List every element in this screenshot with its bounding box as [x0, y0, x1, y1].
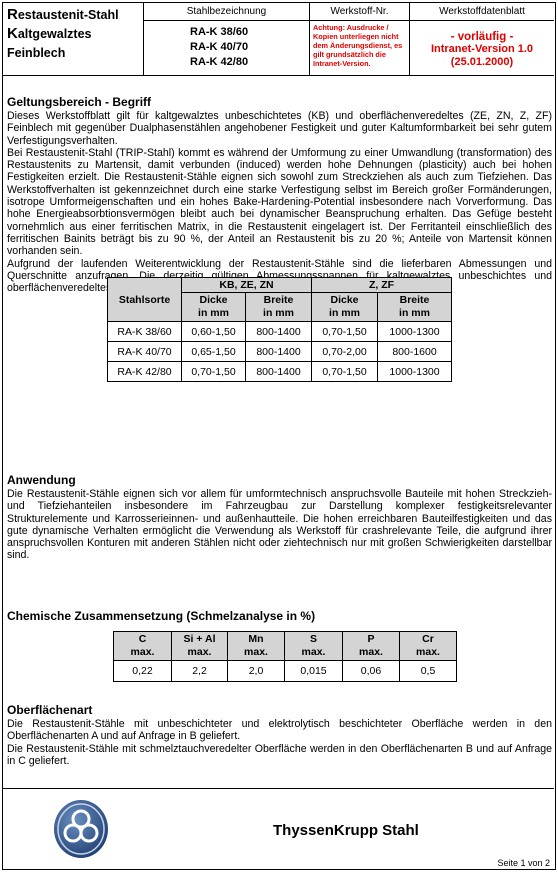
copy-warning: Achtung: Ausdrucke / Kopien unterliegen nicht dem Änderungsdienst, es gilt grundsätzlich die Intranet-Version.: [313, 23, 403, 68]
grade: RA-K 42/80: [190, 56, 249, 68]
title-initial: K: [7, 25, 18, 42]
column-header: Cr max.: [400, 632, 457, 661]
steel-designation-cell: [144, 3, 310, 75]
designation-label: Stahlbezeichnung: [144, 3, 309, 21]
datasheet-page: [2, 2, 556, 870]
version-date: (25.01.2000): [450, 56, 514, 68]
paragraph: Aufgrund der laufenden Weiterentwicklung der Restaustenit-Stähle sind die lieferbaren Abmessungen und Querschnitte anzufragen. Die derzeitig gültigen Abmessungsspannen für kaltgewalztes unbeschichtes und oberflächenveredeltes Feinblech sind:: [7, 257, 552, 295]
title-initial: R: [7, 6, 18, 23]
grade: RA-K 38/60: [190, 26, 249, 38]
column-header: Breite in mm: [246, 293, 312, 322]
column-header: Stahlsorte: [108, 278, 182, 322]
title-line3: Feinblech: [7, 46, 66, 60]
title-rest: altgewalztes: [17, 27, 92, 41]
chemistry-table: [113, 631, 457, 682]
paragraph: Dieses Werkstoffblatt gilt für kaltgewalztes unbeschichtetes (KB) und oberflächenveredeltes (ZE, ZN, Z, ZF) Feinblech mit gegenüber Dualphasenstählen angehobener Festigkeit und guter Kaltumformbarkeit bei sehr gutem Verfestigungsverhalten.: [7, 110, 552, 147]
page-number: Seite 1 von 2: [497, 858, 550, 868]
company-name: ThyssenKrupp Stahl: [273, 822, 419, 839]
material-label: Werkstoff-Nr.: [310, 3, 409, 21]
application-section: [7, 473, 552, 562]
table-row: 0,22 2,2 2,0 0,015 0,06 0,5: [114, 661, 457, 682]
header: [3, 3, 554, 76]
section-title: Oberflächenart: [7, 703, 93, 717]
dimensions-table: [107, 277, 452, 382]
column-group-header: Z, ZF: [312, 278, 452, 293]
paragraph: Die Restaustenit-Stähle mit schmelztauchveredelter Oberfläche werden in den Oberflächenarten B und auf Anfrage in C geliefert.: [7, 742, 552, 767]
intranet-version: Intranet-Version 1.0: [430, 43, 534, 55]
content: [7, 95, 552, 294]
surface-section: [7, 703, 552, 767]
column-header: Dicke in mm: [312, 293, 378, 322]
column-header: P max.: [343, 632, 400, 661]
paragraph: Die Restaustenit-Stähle mit unbeschichteter und elektrolytisch beschichteter Oberfläche werden in den Oberflächenarten A und auf Anfrage in B geliefert.: [7, 718, 552, 743]
datasheet-label: Werkstoffdatenblatt: [410, 3, 554, 21]
section-title: Chemische Zusammensetzung (Schmelzanalyse in %): [7, 609, 316, 623]
product-title: [3, 3, 144, 75]
column-header: Dicke in mm: [182, 293, 246, 322]
section-title: Geltungsbereich - Begriff: [7, 95, 152, 109]
grade: RA-K 40/70: [190, 41, 249, 53]
paragraph: Bei Restaustenit-Stahl (TRIP-Stahl) kommt es während der Umformung zu einer Umwandlung (transformation) des Restaustenits zu Martensit, damit verbunden (induced) werden hohe Dehnungen (plasticity) auch bei hohen Festigkeiten erzielt. Die Restaustenit-Stähle eignen sich sowohl zum Streckziehen als auch zum Tiefziehen. Das Werkstoffverhalten ist gekennzeichnet durch eine starke Verfestigung selbst im Bereich großer Formänderungen, isotrope Umformeigenschaften und ein hohes Bake-Hardening-Potential insbesondere nach Vorverformung. Das hohe Energieabsorbtionsvermögen bleibt auch bei dynamischer Beanspruchung erhalten. Das Gefüge besteht vornehmlich aus einer ferritischen Matrix, in die Restaustenit eingelagert ist. Der Ferritanteil einschließlich des ferritischen Bainits beträgt bis zu 90 %, der Anteil an Restaustenit bis zu 20 %; Anteile von Martensit können vorhanden sein.: [7, 146, 552, 258]
footer: [3, 788, 554, 870]
provisional-note: - vorläufig -: [450, 31, 514, 43]
datasheet-cell: [410, 3, 554, 75]
column-header: Si + Al max.: [172, 632, 228, 661]
thyssenkrupp-logo-icon: [53, 799, 109, 859]
grade-list: [144, 21, 309, 70]
chemistry-section-title: [7, 609, 552, 624]
column-group-header: KB, ZE, ZN: [182, 278, 312, 293]
material-number-cell: [310, 3, 410, 75]
column-header: S max.: [285, 632, 343, 661]
table-row: RA-K 42/80 0,70-1,50 800-1400 0,70-1,50 1000-1300: [108, 362, 452, 382]
column-header: Breite in mm: [378, 293, 452, 322]
section-title: Anwendung: [7, 473, 76, 487]
paragraph: Die Restaustenit-Stähle eignen sich vor allem für umformtechnisch anspruchsvolle Bauteile mit hohen Streckzieh- und Tiefziehanteilen insbesondere im Fahrzeugbau zur Darstellung komplexer festigkeitsrelevanter Strukturelemente und Karrosserieinnen- und außenhautteile. Die hohen erreichbaren Bauteilfestigkeiten und das gute dynamische Verhalten ermöglicht die Verwendung als Werkstoff für crashrelevante Teile, die aufgrund ihrer anspruchsvollen Konturen mit anderen Stählen nicht oder ziehtechnisch nur mit großen Schwierigkeiten darstellbar sind.: [7, 488, 552, 562]
table-row: RA-K 40/70 0,65-1,50 800-1400 0,70-2,00 800-1600: [108, 342, 452, 362]
table-row: RA-K 38/60 0,60-1,50 800-1400 0,70-1,50 1000-1300: [108, 322, 452, 342]
column-header: C max.: [114, 632, 172, 661]
title-rest: estaustenit-Stahl: [17, 8, 119, 22]
column-header: Mn max.: [228, 632, 285, 661]
